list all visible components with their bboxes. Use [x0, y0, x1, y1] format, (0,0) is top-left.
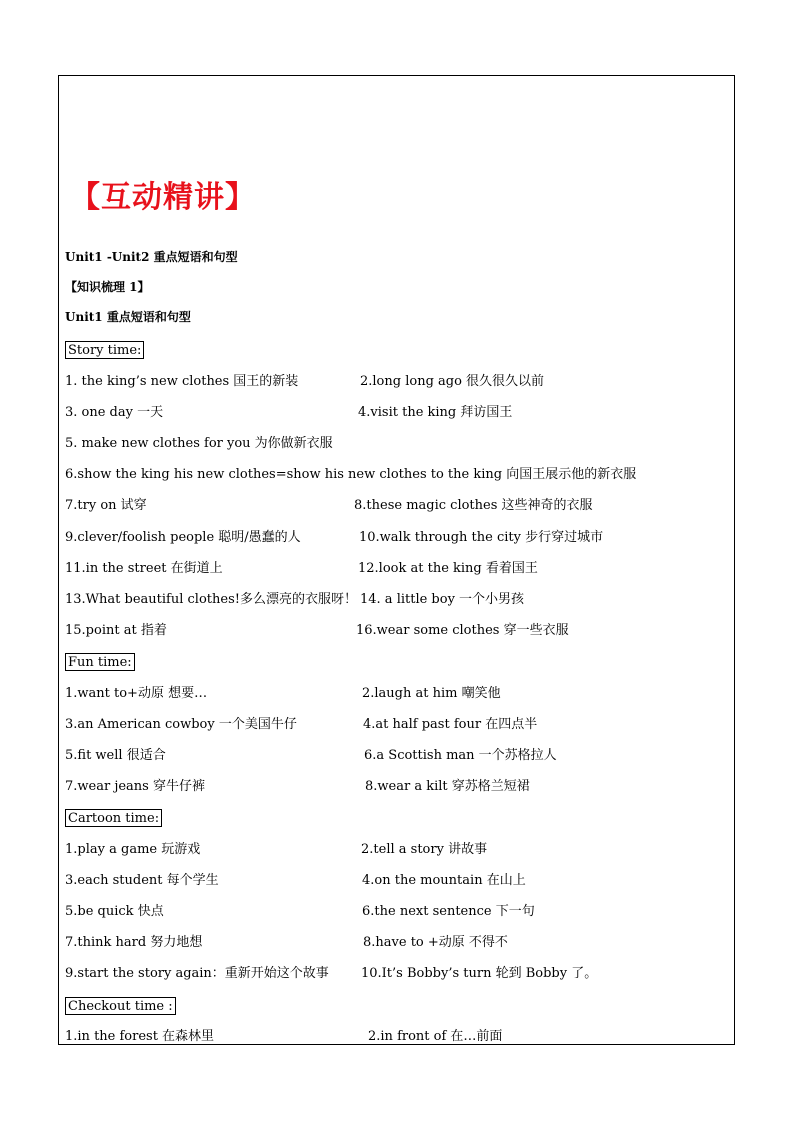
phrase-row	[65, 403, 725, 423]
phrase-right: 10.It’s Bobby’s turn 轮到 Bobby 了。	[361, 966, 598, 981]
phrase-left: 6.show the king his new clothes=show his new clothes to the king 向国王展示他的新衣服	[65, 467, 637, 482]
phrase-left: 5. make new clothes for you 为你做新衣服	[65, 436, 333, 451]
phrase-row	[65, 559, 725, 579]
phrase-left: 3.an American cowboy 一个美国牛仔	[65, 717, 297, 732]
phrase-left: 1.want to+动原 想要…	[65, 686, 208, 701]
phrase-row	[65, 684, 725, 704]
phrase-right: 4.at half past four 在四点半	[363, 717, 538, 732]
phrase-row	[65, 621, 725, 641]
phrase-right: 6.the next sentence 下一句	[362, 904, 535, 919]
phrase-left: 5.be quick 快点	[65, 904, 164, 919]
phrase-right: 8.have to +动原 不得不	[363, 935, 508, 950]
phrase-left: 9.clever/foolish people 聪明/愚蠢的人	[65, 530, 301, 545]
phrase-right: 2.laugh at him 嘲笑他	[362, 686, 501, 701]
phrase-left: 7.try on 试穿	[65, 498, 147, 513]
phrase-row	[65, 465, 725, 485]
phrase-row	[65, 964, 725, 984]
phrase-left: 1. the king’s new clothes 国王的新装	[65, 374, 299, 389]
phrase-right: 12.look at the king 看着国王	[358, 561, 538, 576]
phrase-row	[65, 372, 725, 392]
phrase-left: 3.each student 每个学生	[65, 873, 219, 888]
phrase-right: 2.long long ago 很久很久以前	[360, 374, 545, 389]
phrase-row	[65, 777, 725, 797]
phrase-left: 9.start the story again：重新开始这个故事	[65, 966, 329, 981]
section-heading: 【互动精讲】	[70, 180, 256, 215]
phrase-right: 4.on the mountain 在山上	[362, 873, 526, 888]
phrase-right: 16.wear some clothes 穿一些衣服	[356, 623, 569, 638]
phrase-right: 10.walk through the city 步行穿过城市	[359, 530, 604, 545]
fun-time-label: Fun time:	[65, 653, 135, 671]
phrase-row	[65, 496, 725, 516]
phrase-row	[65, 902, 725, 922]
phrase-left: 11.in the street 在街道上	[65, 561, 223, 576]
phrase-row	[65, 746, 725, 766]
phrase-right: 2.in front of 在…前面	[368, 1029, 503, 1044]
phrase-right: 6.a Scottish man 一个苏格拉人	[364, 748, 557, 763]
phrase-right: 14. a little boy 一个小男孩	[360, 592, 525, 607]
phrase-left: 15.point at 指着	[65, 623, 167, 638]
phrase-left: 13.What beautiful clothes!多么漂亮的衣服呀！	[65, 592, 357, 607]
phrase-row	[65, 528, 725, 548]
phrase-left: 3. one day 一天	[65, 405, 164, 420]
phrase-right: 8.these magic clothes 这些神奇的衣服	[354, 498, 593, 513]
phrase-left: 7.wear jeans 穿牛仔裤	[65, 779, 205, 794]
phrase-row	[65, 434, 725, 454]
phrase-right: 2.tell a story 讲故事	[361, 842, 488, 857]
phrase-row	[65, 871, 725, 891]
phrase-right: 8.wear a kilt 穿苏格兰短裙	[365, 779, 530, 794]
phrase-row	[65, 590, 725, 610]
phrase-left: 7.think hard 努力地想	[65, 935, 203, 950]
phrase-row	[65, 933, 725, 953]
cartoon-time-label: Cartoon time:	[65, 809, 162, 827]
phrase-row	[65, 1027, 725, 1047]
phrase-right: 4.visit the king 拜访国王	[358, 405, 513, 420]
knowledge-title: 【知识梳理 1】	[65, 280, 150, 294]
phrase-row	[65, 840, 725, 860]
phrase-left: 5.fit well 很适合	[65, 748, 166, 763]
checkout-time-label: Checkout time :	[65, 997, 176, 1015]
story-time-label: Story time:	[65, 341, 144, 359]
phrase-row	[65, 715, 725, 735]
phrase-left: 1.play a game 玩游戏	[65, 842, 201, 857]
phrase-left: 1.in the forest 在森林里	[65, 1029, 215, 1044]
unit-range-title: Unit1 -Unit2 重点短语和句型	[65, 250, 238, 264]
unit1-title: Unit1 重点短语和句型	[65, 310, 191, 324]
